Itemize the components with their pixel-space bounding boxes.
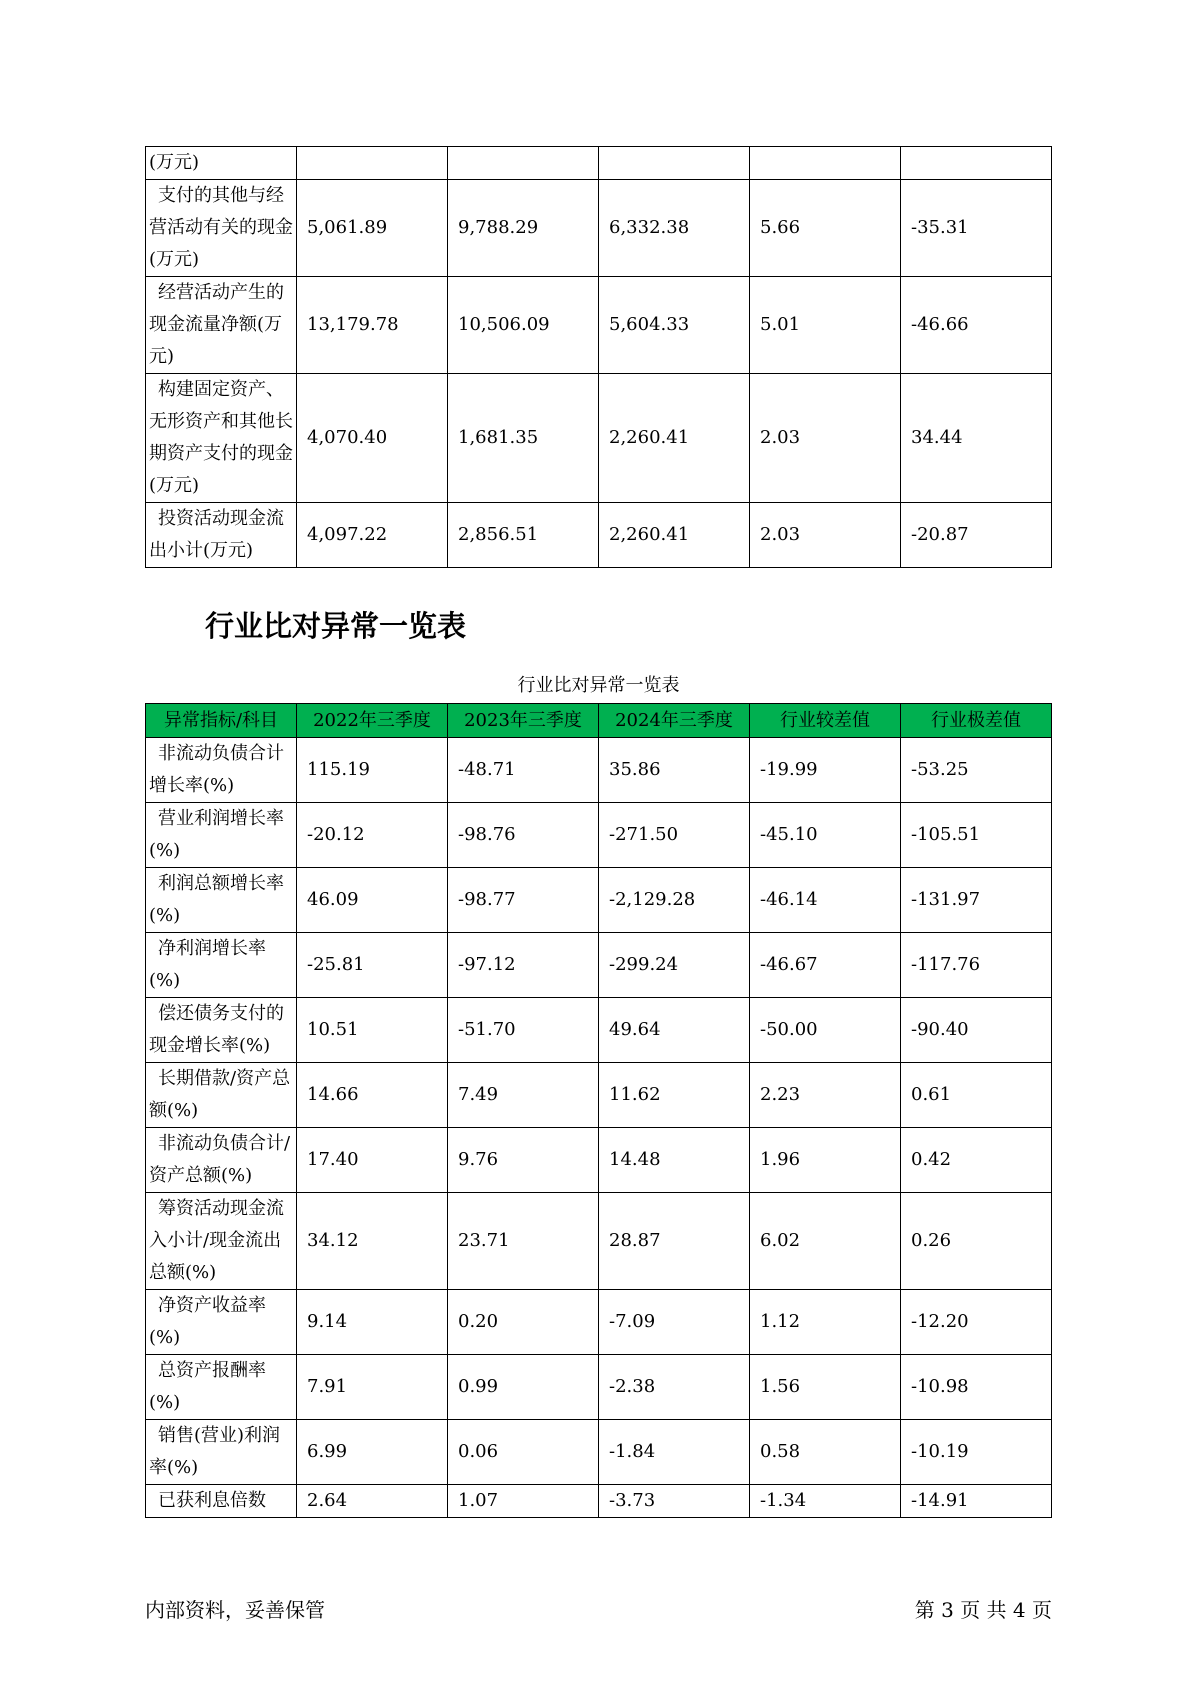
- table-cell: 115.19: [297, 738, 448, 803]
- table-cell: 2,856.51: [448, 503, 599, 568]
- table-cell: 9,788.29: [448, 180, 599, 277]
- header-2023q3: 2023年三季度: [448, 704, 599, 738]
- table-row: [146, 1355, 1052, 1420]
- table-cell: -1.84: [599, 1420, 750, 1485]
- table-cell: 28.87: [599, 1193, 750, 1290]
- table-cell: 46.09: [297, 868, 448, 933]
- table-cell: 0.58: [750, 1420, 901, 1485]
- table-cell: 2.03: [750, 374, 901, 503]
- table-row: [146, 1063, 1052, 1128]
- table-cell: [599, 147, 750, 180]
- table-cell: 4,097.22: [297, 503, 448, 568]
- table-cell: 9.14: [297, 1290, 448, 1355]
- table-cell: [901, 147, 1052, 180]
- table-cell: -46.67: [750, 933, 901, 998]
- table-cell: 34.44: [901, 374, 1052, 503]
- row-label: 净资产收益率(%): [146, 1290, 297, 1355]
- table-cell: 1.07: [448, 1485, 599, 1518]
- table-cell: 7.49: [448, 1063, 599, 1128]
- table-cell: 4,070.40: [297, 374, 448, 503]
- table-cell: 0.06: [448, 1420, 599, 1485]
- table-cell: 35.86: [599, 738, 750, 803]
- table-cell: -271.50: [599, 803, 750, 868]
- table-cell: -14.91: [901, 1485, 1052, 1518]
- table-row: [146, 803, 1052, 868]
- row-label: 长期借款/资产总额(%): [146, 1063, 297, 1128]
- table-cell: [297, 147, 448, 180]
- table-cell: 14.48: [599, 1128, 750, 1193]
- table-cell: 13,179.78: [297, 277, 448, 374]
- table-row: [146, 868, 1052, 933]
- table-cell: 6,332.38: [599, 180, 750, 277]
- section-title: 行业比对异常一览表: [205, 609, 467, 643]
- row-label: 偿还债务支付的现金增长率(%): [146, 998, 297, 1063]
- table-row: [146, 277, 1052, 374]
- header-2024q3: 2024年三季度: [599, 704, 750, 738]
- table-cell: 5.66: [750, 180, 901, 277]
- table-cell: -20.87: [901, 503, 1052, 568]
- row-label: 经营活动产生的现金流量净额(万元): [146, 277, 297, 374]
- table-cell: 2.23: [750, 1063, 901, 1128]
- table-cell: 0.42: [901, 1128, 1052, 1193]
- row-label: 构建固定资产、无形资产和其他长期资产支付的现金(万元): [146, 374, 297, 503]
- table-caption: 行业比对异常一览表: [517, 675, 680, 696]
- table-cell: [750, 147, 901, 180]
- row-label: 利润总额增长率(%): [146, 868, 297, 933]
- row-label: 净利润增长率(%): [146, 933, 297, 998]
- table-cell: -98.76: [448, 803, 599, 868]
- table-cell: -46.14: [750, 868, 901, 933]
- table-cell: 0.20: [448, 1290, 599, 1355]
- table-cell: -131.97: [901, 868, 1052, 933]
- row-label: 营业利润增长率(%): [146, 803, 297, 868]
- table-cell: -105.51: [901, 803, 1052, 868]
- table-cell: -10.98: [901, 1355, 1052, 1420]
- table-cell: -1.34: [750, 1485, 901, 1518]
- row-label: 已获利息倍数: [146, 1485, 297, 1518]
- table-cell: -7.09: [599, 1290, 750, 1355]
- table-cell: 0.26: [901, 1193, 1052, 1290]
- table-header-row: [146, 704, 1052, 738]
- table-cell: 34.12: [297, 1193, 448, 1290]
- table-row: [146, 147, 1052, 180]
- table-cell: 2.03: [750, 503, 901, 568]
- table-cell: -20.12: [297, 803, 448, 868]
- table-row: [146, 998, 1052, 1063]
- table-cell: 6.99: [297, 1420, 448, 1485]
- row-label: 销售(营业)利润率(%): [146, 1420, 297, 1485]
- table-cell: 9.76: [448, 1128, 599, 1193]
- table-cell: -48.71: [448, 738, 599, 803]
- header-industry-extreme: 行业极差值: [901, 704, 1052, 738]
- row-label: 支付的其他与经营活动有关的现金(万元): [146, 180, 297, 277]
- table-cell: -2.38: [599, 1355, 750, 1420]
- table-cell: 10,506.09: [448, 277, 599, 374]
- table-cell: -2,129.28: [599, 868, 750, 933]
- footer-page-number: 第 3 页 共 4 页: [914, 1598, 1052, 1622]
- row-label: (万元): [146, 147, 297, 180]
- table-cell: -45.10: [750, 803, 901, 868]
- table-cell: 1.56: [750, 1355, 901, 1420]
- table-cell: 2.64: [297, 1485, 448, 1518]
- table-cell: 14.66: [297, 1063, 448, 1128]
- table-row: [146, 1290, 1052, 1355]
- table-row: [146, 1420, 1052, 1485]
- footer-confidential: 内部资料，妥善保管: [145, 1598, 325, 1622]
- table-cell: 17.40: [297, 1128, 448, 1193]
- table-cell: 1.96: [750, 1128, 901, 1193]
- table-cell: -53.25: [901, 738, 1052, 803]
- cash-flow-table: [145, 146, 1052, 568]
- row-label: 总资产报酬率(%): [146, 1355, 297, 1420]
- table-cell: -35.31: [901, 180, 1052, 277]
- table-cell: 2,260.41: [599, 503, 750, 568]
- table-cell: -51.70: [448, 998, 599, 1063]
- table-cell: 5.01: [750, 277, 901, 374]
- table-row: [146, 738, 1052, 803]
- table-row: [146, 180, 1052, 277]
- table-cell: -25.81: [297, 933, 448, 998]
- table-cell: -97.12: [448, 933, 599, 998]
- table-cell: [448, 147, 599, 180]
- table-cell: 0.61: [901, 1063, 1052, 1128]
- table-row: [146, 503, 1052, 568]
- table-row: [146, 1485, 1052, 1518]
- table-cell: 2,260.41: [599, 374, 750, 503]
- industry-anomaly-table: [145, 703, 1052, 1518]
- table-cell: 1,681.35: [448, 374, 599, 503]
- table-row: [146, 1128, 1052, 1193]
- header-2022q3: 2022年三季度: [297, 704, 448, 738]
- table-cell: -3.73: [599, 1485, 750, 1518]
- table-row: [146, 933, 1052, 998]
- table-cell: 1.12: [750, 1290, 901, 1355]
- table-cell: 11.62: [599, 1063, 750, 1128]
- table-cell: 10.51: [297, 998, 448, 1063]
- table-cell: -46.66: [901, 277, 1052, 374]
- table-cell: 7.91: [297, 1355, 448, 1420]
- table-cell: 6.02: [750, 1193, 901, 1290]
- table-cell: -299.24: [599, 933, 750, 998]
- table-cell: -12.20: [901, 1290, 1052, 1355]
- table-cell: -117.76: [901, 933, 1052, 998]
- table-cell: 49.64: [599, 998, 750, 1063]
- table-cell: -50.00: [750, 998, 901, 1063]
- row-label: 筹资活动现金流入小计/现金流出总额(%): [146, 1193, 297, 1290]
- table-cell: 0.99: [448, 1355, 599, 1420]
- header-industry-worse: 行业较差值: [750, 704, 901, 738]
- table-cell: -19.99: [750, 738, 901, 803]
- row-label: 非流动负债合计/资产总额(%): [146, 1128, 297, 1193]
- row-label: 投资活动现金流出小计(万元): [146, 503, 297, 568]
- header-indicator: 异常指标/科目: [146, 704, 297, 738]
- table-cell: 23.71: [448, 1193, 599, 1290]
- table-cell: -98.77: [448, 868, 599, 933]
- table-cell: -90.40: [901, 998, 1052, 1063]
- row-label: 非流动负债合计增长率(%): [146, 738, 297, 803]
- table-cell: 5,604.33: [599, 277, 750, 374]
- table-row: [146, 374, 1052, 503]
- table-cell: 5,061.89: [297, 180, 448, 277]
- table-row: [146, 1193, 1052, 1290]
- table-cell: -10.19: [901, 1420, 1052, 1485]
